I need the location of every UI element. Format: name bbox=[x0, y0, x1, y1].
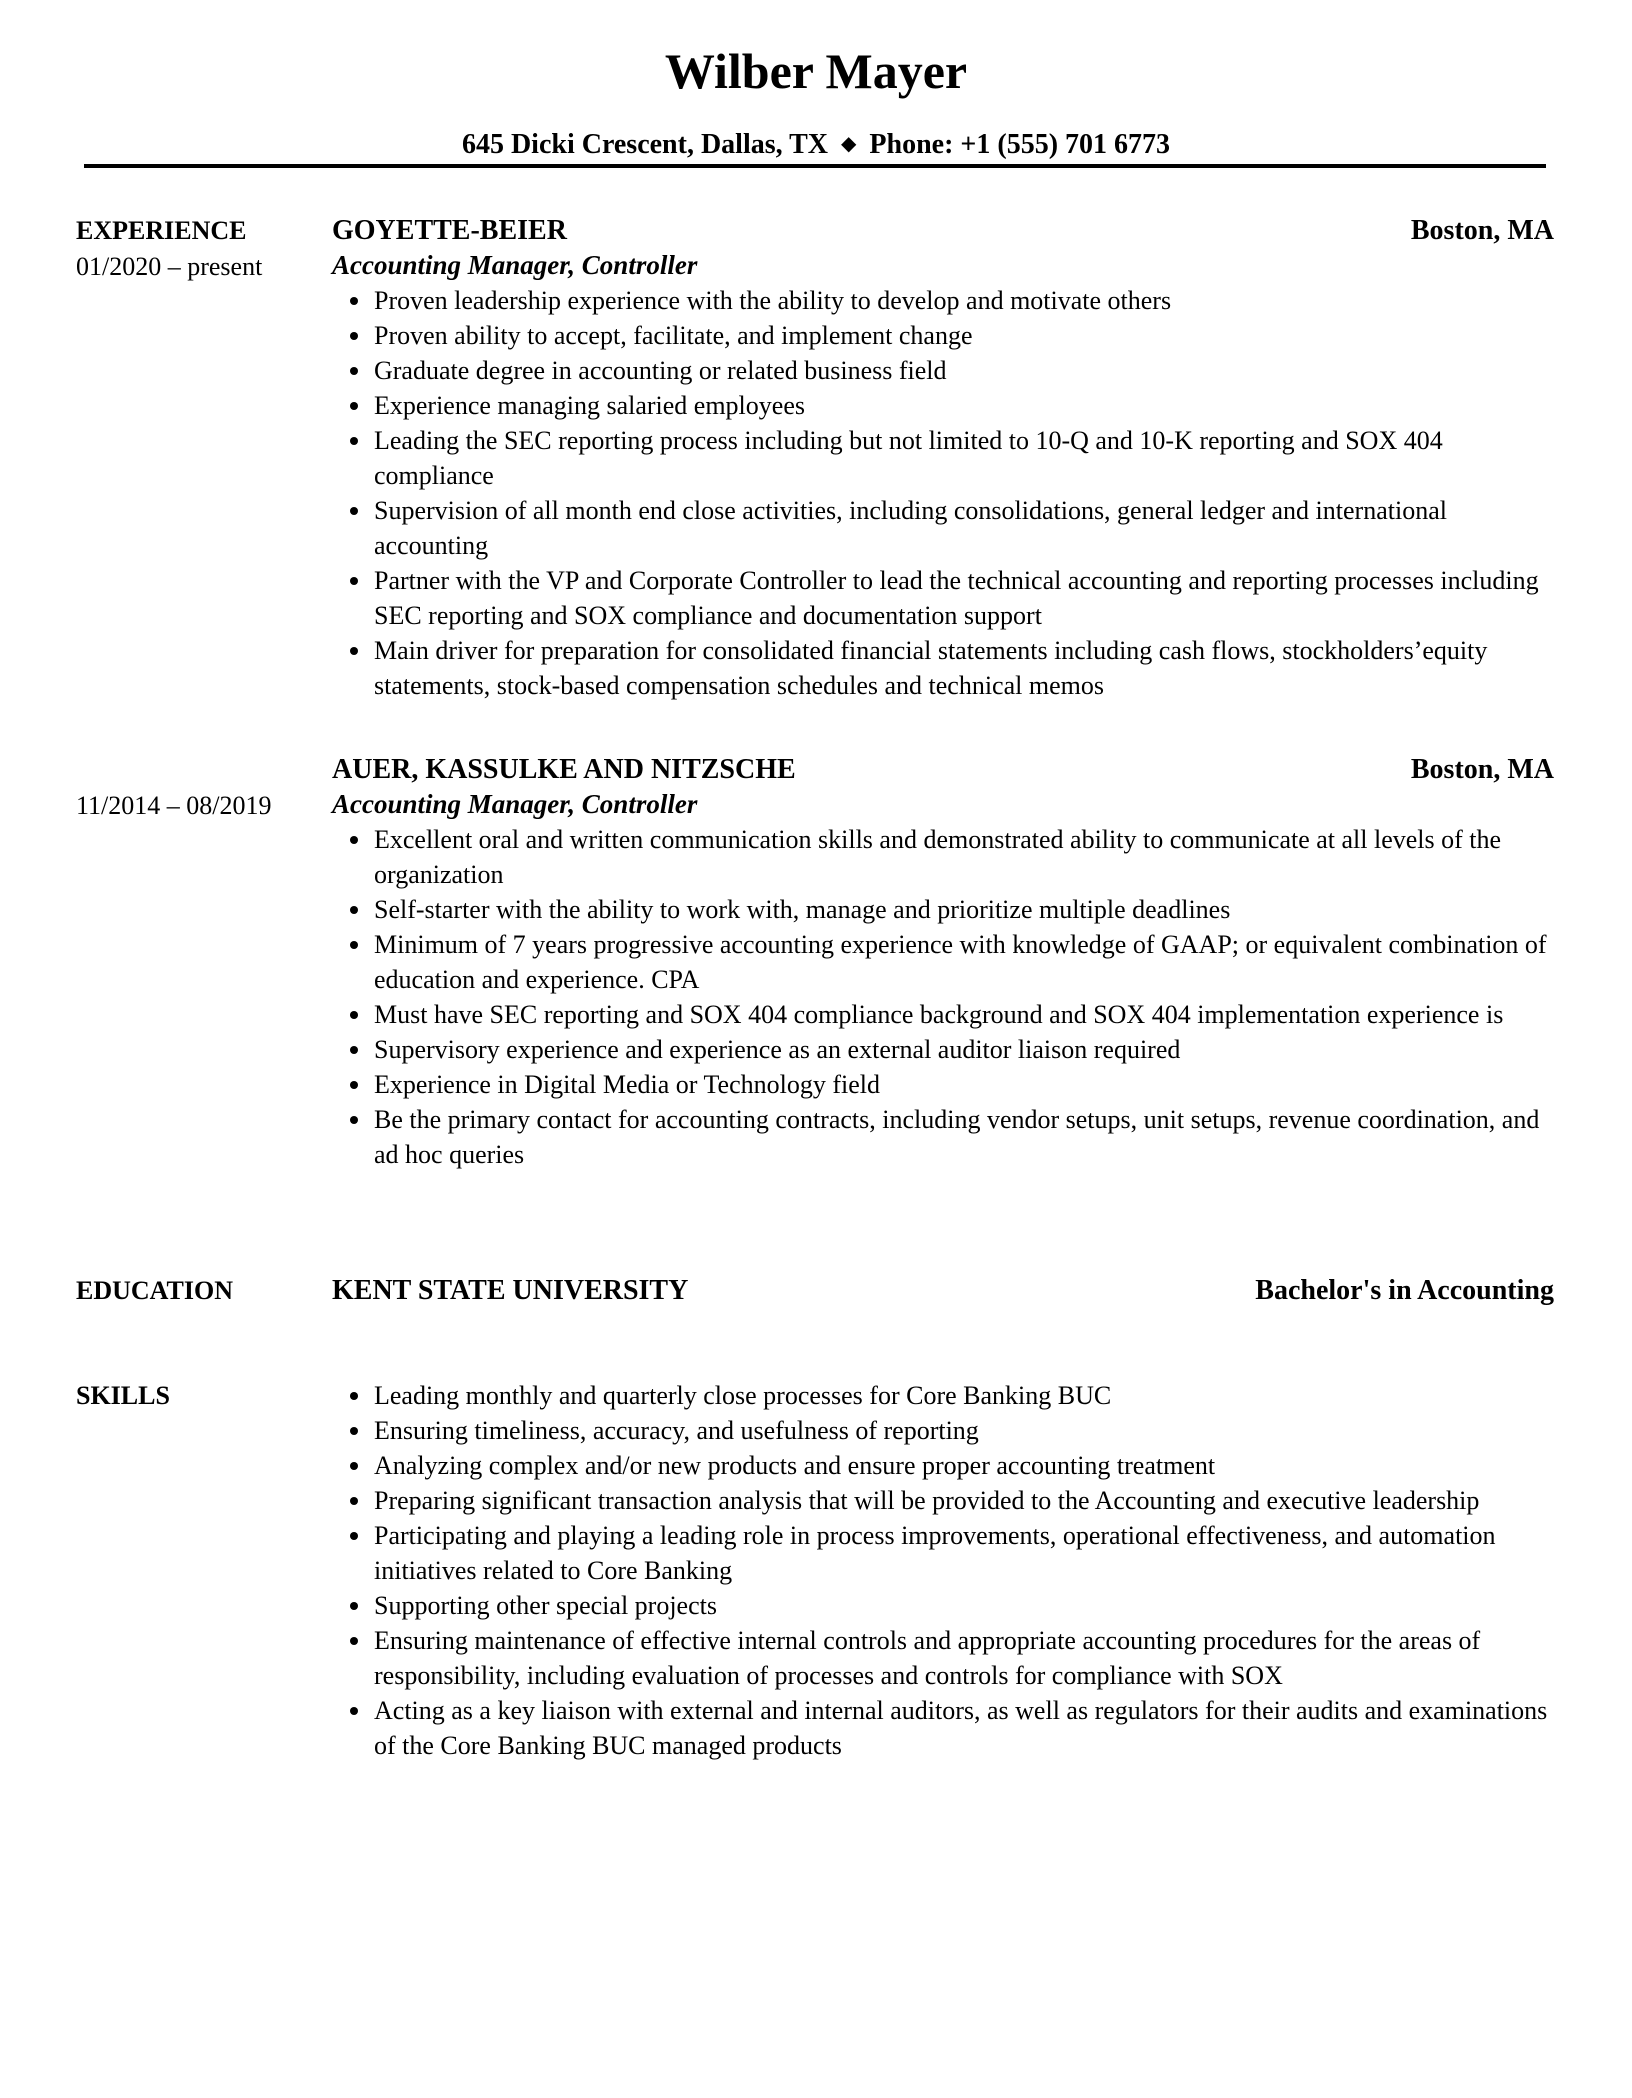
list-item: Partner with the VP and Corporate Controller to lead the technical accounting and reporting processes including SEC reporting and SOX compliance and documentation support bbox=[374, 563, 1554, 633]
job-title: Accounting Manager, Controller bbox=[332, 789, 698, 819]
list-item: Supervisory experience and experience as an external auditor liaison required bbox=[374, 1032, 1554, 1067]
school-name: KENT STATE UNIVERSITY bbox=[332, 1275, 689, 1306]
job-bullet-list bbox=[332, 822, 1554, 1172]
skills-list bbox=[332, 1378, 1554, 1763]
candidate-name: Wilber Mayer bbox=[664, 43, 968, 99]
job-dates: 01/2020 – present bbox=[76, 252, 263, 281]
list-item: Supporting other special projects bbox=[374, 1588, 1554, 1623]
address: 645 Dicki Crescent, Dallas, TX bbox=[461, 129, 829, 160]
job-title: Accounting Manager, Controller bbox=[332, 250, 698, 280]
employer-name: AUER, KASSULKE AND NITZSCHE bbox=[332, 754, 796, 785]
list-item: Acting as a key liaison with external and internal auditors, as well as regulators for their audits and examinations of the Core Banking BUC managed products bbox=[374, 1693, 1554, 1763]
list-item: Experience managing salaried employees bbox=[374, 388, 1554, 423]
experience-heading: EXPERIENCE bbox=[76, 216, 247, 245]
education-heading: EDUCATION bbox=[76, 1276, 233, 1305]
job-location: Boston, MA bbox=[1410, 215, 1554, 246]
list-item: Supervision of all month end close activities, including consolidations, general ledger and international accounting bbox=[374, 493, 1554, 563]
list-item: Leading the SEC reporting process including but not limited to 10-Q and 10-K reporting and SOX 404 compliance bbox=[374, 423, 1554, 493]
list-item: Ensuring maintenance of effective internal controls and appropriate accounting procedures for the areas of responsibility, including evaluation of processes and controls for compliance with SOX bbox=[374, 1623, 1554, 1693]
list-item: Excellent oral and written communication skills and demonstrated ability to communicate at all levels of the organization bbox=[374, 822, 1554, 892]
list-item: Ensuring timeliness, accuracy, and usefulness of reporting bbox=[374, 1413, 1554, 1448]
list-item: Minimum of 7 years progressive accounting experience with knowledge of GAAP; or equivalent combination of education and experience. CPA bbox=[374, 927, 1554, 997]
list-item: Leading monthly and quarterly close processes for Core Banking BUC bbox=[374, 1378, 1554, 1413]
list-item: Preparing significant transaction analysis that will be provided to the Accounting and executive leadership bbox=[374, 1483, 1554, 1518]
diamond-separator-icon: ◆ bbox=[841, 133, 857, 155]
phone: Phone: +1 (555) 701 6773 bbox=[869, 129, 1171, 160]
list-item: Self-starter with the ability to work with, manage and prioritize multiple deadlines bbox=[374, 892, 1554, 927]
job-entry bbox=[332, 213, 1554, 703]
degree: Bachelor's in Accounting bbox=[1255, 1275, 1554, 1306]
education-entry bbox=[332, 1273, 1554, 1308]
contact-line bbox=[0, 124, 1632, 165]
education-header bbox=[332, 1273, 1554, 1308]
list-item: Analyzing complex and/or new products and ensure proper accounting treatment bbox=[374, 1448, 1554, 1483]
list-item: Main driver for preparation for consolidated financial statements including cash flows, stockholders’equity statements, stock-based compensation schedules and technical memos bbox=[374, 633, 1554, 703]
job-header bbox=[332, 752, 1554, 787]
job-bullet-list bbox=[332, 283, 1554, 703]
list-item: Must have SEC reporting and SOX 404 compliance background and SOX 404 implementation experience is bbox=[374, 997, 1554, 1032]
list-item: Participating and playing a leading role in process improvements, operational effectiveness, and automation initiatives related to Core Banking bbox=[374, 1518, 1554, 1588]
skills-heading: SKILLS bbox=[76, 1381, 170, 1410]
skills-entry bbox=[332, 1378, 1554, 1763]
employer-name: GOYETTE-BEIER bbox=[332, 215, 567, 246]
list-item: Proven leadership experience with the ability to develop and motivate others bbox=[374, 283, 1554, 318]
job-location: Boston, MA bbox=[1410, 754, 1554, 785]
list-item: Be the primary contact for accounting contracts, including vendor setups, unit setups, revenue coordination, and ad hoc queries bbox=[374, 1102, 1554, 1172]
job-dates: 11/2014 – 08/2019 bbox=[76, 791, 272, 820]
list-item: Experience in Digital Media or Technology field bbox=[374, 1067, 1554, 1102]
job-header bbox=[332, 213, 1554, 248]
list-item: Proven ability to accept, facilitate, and implement change bbox=[374, 318, 1554, 353]
job-entry bbox=[332, 752, 1554, 1172]
header-divider bbox=[84, 164, 1546, 168]
list-item: Graduate degree in accounting or related business field bbox=[374, 353, 1554, 388]
